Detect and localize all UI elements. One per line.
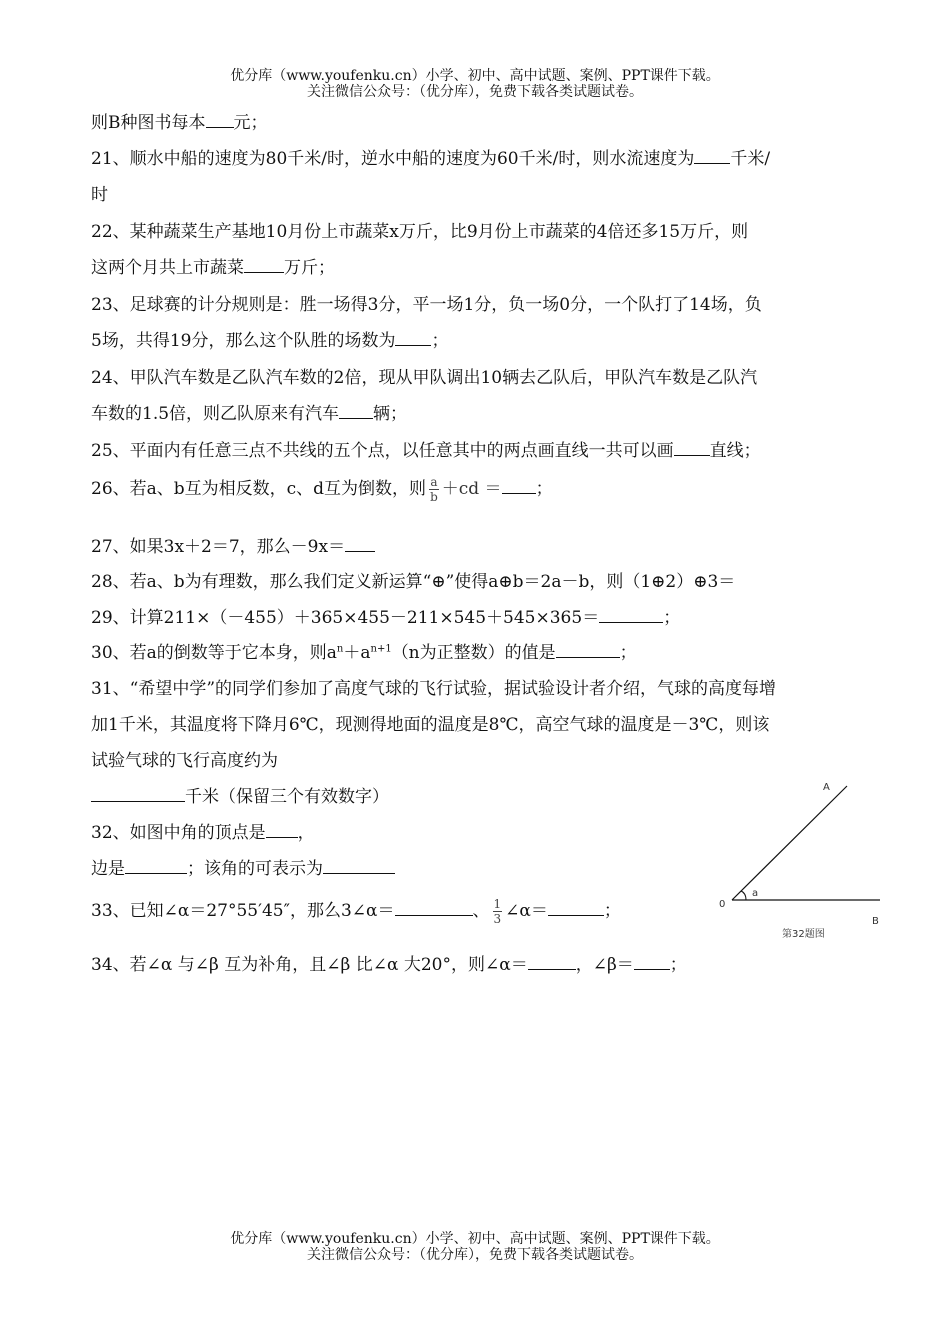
question-32: 32、如图中角的顶点是 ， [91,818,881,843]
question-21-cont: 时 [91,185,108,205]
question-32-cont: 边是 ；该角的可表示为 [91,854,881,879]
question-31: 31、“希望中学”的同学们参加了高度气球的飞行试验，据试验设计者介绍，气球的高度每增 [91,679,777,699]
answer-blank[interactable] [206,110,234,128]
answer-blank[interactable] [244,255,284,273]
fraction-a-over-b: $\frac{a}{b}$ [430,475,438,504]
question-24: 24、甲队汽车数是乙队汽车数的2倍，现从甲队调出10辆去乙队后，甲队汽车数是乙队汽 [91,368,758,388]
fraction-one-third: $\frac{1}{3}$ [493,897,502,926]
question-25: 25、平面内有任意三点不共线的五个点，以任意其中的两点画直线一共可以画 直线； [91,436,881,461]
question-23: 23、足球赛的计分规则是：胜一场得3分，平一场1分，负一场0分，一个队打了14场，负 [91,295,762,315]
angle-arc [741,891,746,900]
answer-blank[interactable] [528,952,576,970]
label-a: A [823,782,830,793]
label-b: B [872,916,879,927]
question-33: 33、已知∠α＝27°55′45″，那么3∠α＝ 、 $\frac{1}{3}$ ∠α＝ ； [91,897,621,926]
question-31-cont: 加1千米，其温度将下降月6℃，现测得地面的温度是8℃，高空气球的温度是－3℃，则该 [91,715,770,735]
ray-oa [732,786,847,900]
answer-blank[interactable] [634,952,670,970]
answer-blank[interactable] [266,820,298,838]
answer-blank[interactable] [599,605,663,623]
answer-blank[interactable] [395,898,473,916]
question-22-cont: 这两个月共上市蔬菜 万斤； [91,253,881,278]
page-header [0,68,950,100]
answer-blank[interactable] [323,856,395,874]
answer-blank[interactable] [502,476,536,494]
question-20-tail: 则B种图书每本 元； [91,108,881,133]
question-21: 21、顺水中船的速度为80千米/时，逆水中船的速度为60千米/时，则水流速度为 千米/ [91,144,881,169]
question-28: 28、若a、b为有理数，那么我们定义新运算“⊕”使得a⊕b＝2a－b，则（1⊕2）⊕3＝ [91,572,736,592]
footer-line-2: 关注微信公众号：（优分库），免费下载各类试题试卷。 [307,1247,643,1263]
question-24-cont: 车数的1.5倍，则乙队原来有汽车 辆； [91,399,881,424]
page-footer [0,1231,950,1263]
answer-blank[interactable] [91,784,185,802]
answer-blank[interactable] [345,534,375,552]
answer-blank[interactable] [674,438,710,456]
answer-blank[interactable] [556,640,620,658]
label-o: 0 [719,899,726,910]
label-alpha: a [752,888,759,899]
header-line-1: 优分库（www.youfenku.cn）小学、初中、高中试题、案例、PPT课件下载。 [230,68,720,84]
figure-caption: 第32题图 [782,929,825,940]
question-23-cont: 5场，共得19分，那么这个队胜的场数为 ； [91,326,881,351]
header-line-2: 关注微信公众号：（优分库），免费下载各类试题试卷。 [307,84,643,100]
angle-figure [712,780,892,945]
answer-blank[interactable] [125,856,187,874]
footer-line-1: 优分库（www.youfenku.cn）小学、初中、高中试题、案例、PPT课件下载。 [230,1231,720,1247]
answer-blank[interactable] [548,898,604,916]
question-26: 26、若a、b互为相反数，c、d互为倒数，则 $\frac{a}{b}$ ＋cd ＝ ； [91,475,553,504]
answer-blank[interactable] [395,328,431,346]
question-31-answer: 千米（保留三个有效数字） [91,782,881,807]
question-27: 27、如果3x＋2＝7，那么－9x＝ [91,532,881,557]
question-34: 34、若∠α 与∠β 互为补角，且∠β 比∠α 大20°，则∠α＝ ，∠β＝ ； [91,950,881,975]
question-22: 22、某种蔬菜生产基地10月份上市蔬菜x万斤，比9月份上市蔬菜的4倍还多15万斤，则 [91,222,749,242]
answer-blank[interactable] [694,146,730,164]
question-31-cont2: 试验气球的飞行高度约为 [91,751,278,771]
question-30: 30、若a的倒数等于它本身，则$a^n+a^{n+1}(n$为正整数）的值是 ； [91,638,881,663]
question-29: 29、计算211×（－455）＋365×455－211×545＋545×365＝ ； [91,603,881,628]
answer-blank[interactable] [339,401,373,419]
